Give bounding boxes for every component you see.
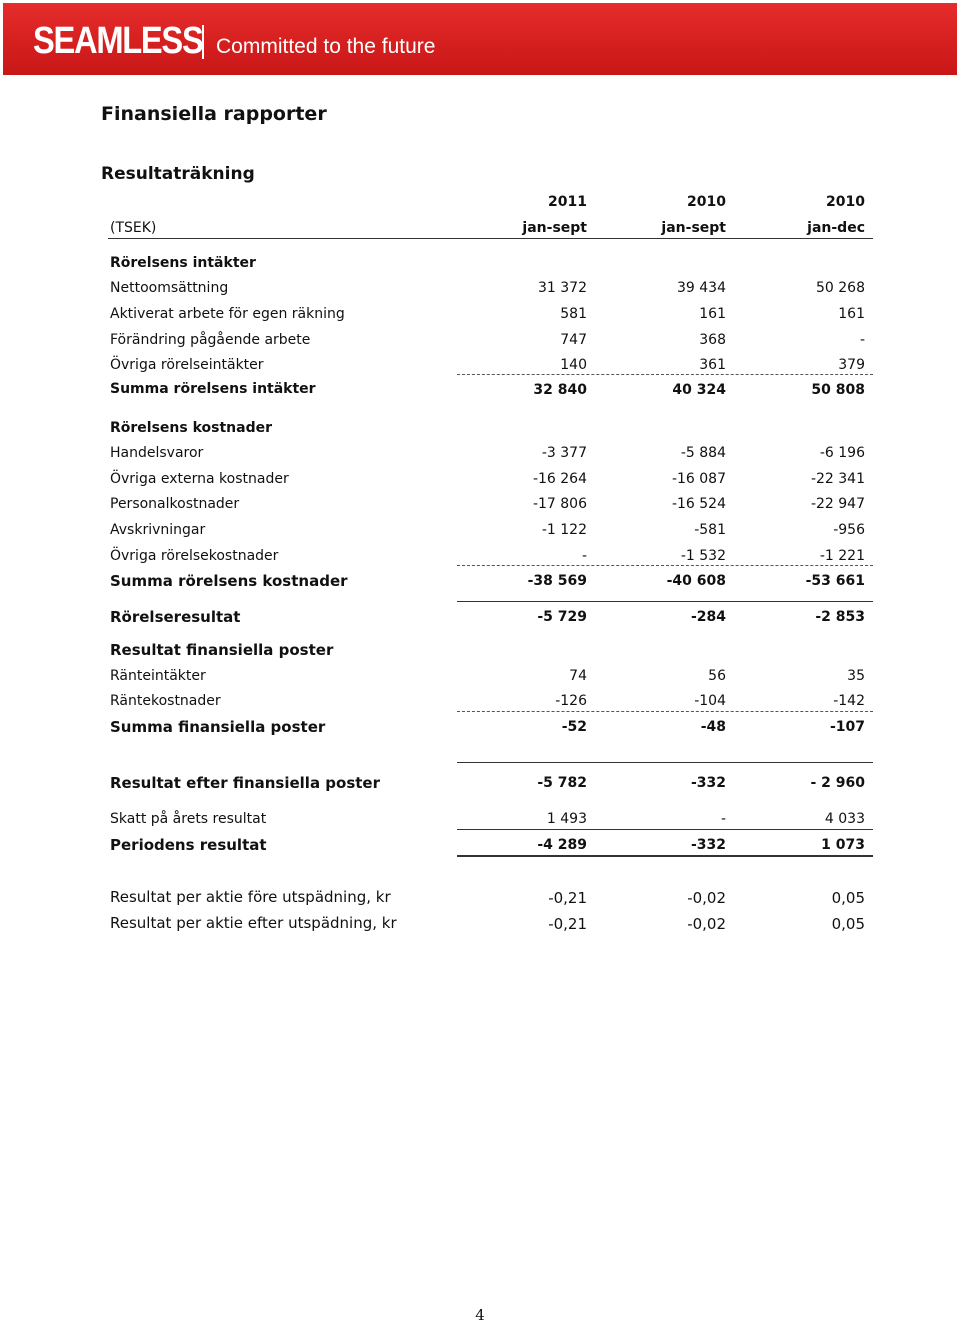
cell-value: -17 806 [532, 496, 587, 512]
row-label: Rörelseresultat [110, 608, 241, 626]
cell-value: 39 434 [677, 280, 726, 296]
cell-value: -22 947 [810, 496, 865, 512]
cell-value: -48 [700, 719, 726, 735]
cell-value: 161 [838, 306, 865, 322]
cell-value: 361 [699, 357, 726, 373]
cell-value: -2 853 [815, 609, 865, 625]
cell-value: 1 493 [546, 811, 587, 827]
cell-value: 4 033 [824, 811, 865, 827]
cell-value: -40 608 [666, 573, 726, 589]
row-label: Övriga rörelsekostnader [110, 548, 279, 564]
page-number: 4 [475, 1306, 485, 1324]
section-title: Resultaträkning [101, 164, 255, 184]
cell-value: -6 196 [819, 445, 865, 461]
total-rule [457, 829, 873, 830]
cell-value: -38 569 [527, 573, 587, 589]
brand-logo: SEAMLESS [33, 20, 203, 62]
cell-value: 50 268 [816, 280, 865, 296]
column-period-3: jan-dec [807, 220, 865, 236]
cell-value: 0,05 [831, 915, 865, 933]
cell-value: -53 661 [805, 573, 865, 589]
cell-value: -1 122 [541, 522, 587, 538]
row-label: Summa rörelsens intäkter [110, 381, 316, 397]
cell-value: 50 808 [811, 382, 865, 398]
cell-value: -5 729 [537, 609, 587, 625]
column-year-1: 2011 [548, 194, 587, 210]
cell-value: 161 [699, 306, 726, 322]
row-label: Resultat efter finansiella poster [110, 774, 380, 792]
cell-value: 140 [560, 357, 587, 373]
row-label: Avskrivningar [110, 522, 206, 538]
row-label: Personalkostnader [110, 496, 240, 512]
cell-value: - [720, 811, 726, 827]
total-rule [457, 601, 873, 602]
cell-value: -16 524 [671, 496, 726, 512]
cell-value: -1 221 [819, 548, 865, 564]
total-rule [457, 762, 873, 763]
cell-value: -107 [829, 719, 865, 735]
subtotal-rule [457, 711, 873, 712]
cell-value: 379 [838, 357, 865, 373]
column-period-2: jan-sept [661, 220, 726, 236]
cell-value: -142 [833, 693, 865, 709]
section-heading-financial: Resultat finansiella poster [110, 641, 334, 659]
cell-value: 32 840 [533, 382, 587, 398]
row-label: Förändring pågående arbete [110, 332, 311, 348]
cell-value: -52 [561, 719, 587, 735]
cell-value: -0,02 [687, 889, 726, 907]
cell-value: -3 377 [541, 445, 587, 461]
row-label: Resultat per aktie före utspädning, kr [110, 888, 391, 906]
cell-value: 35 [847, 668, 865, 684]
cell-value: -0,21 [548, 915, 587, 933]
cell-value: -5 884 [680, 445, 726, 461]
row-label: Resultat per aktie efter utspädning, kr [110, 914, 397, 932]
cell-value: 747 [560, 332, 587, 348]
header-underline [108, 238, 873, 239]
subtotal-rule [457, 565, 873, 566]
cell-value: -0,21 [548, 889, 587, 907]
cell-value: -5 782 [537, 775, 587, 791]
cell-value: -104 [694, 693, 726, 709]
row-label: Övriga externa kostnader [110, 471, 289, 487]
cell-value: 56 [708, 668, 726, 684]
row-label: Summa rörelsens kostnader [110, 572, 348, 590]
row-label: Ränteintäkter [110, 668, 206, 684]
cell-value: 31 372 [538, 280, 587, 296]
row-label: Räntekostnader [110, 693, 221, 709]
cell-value: -332 [690, 775, 726, 791]
section-heading-costs: Rörelsens kostnader [110, 420, 273, 436]
column-period-1: jan-sept [522, 220, 587, 236]
subtotal-rule [457, 374, 873, 375]
row-label: Summa finansiella poster [110, 718, 326, 736]
cell-value: 368 [699, 332, 726, 348]
row-label: Nettoomsättning [110, 280, 229, 296]
cell-value: 1 073 [821, 837, 865, 853]
page-title: Finansiella rapporter [101, 103, 327, 125]
cell-value: 581 [560, 306, 587, 322]
column-year-3: 2010 [826, 194, 865, 210]
cell-value: -16 264 [532, 471, 587, 487]
double-total-rule [457, 855, 873, 857]
cell-value: -4 289 [537, 837, 587, 853]
cell-value: -956 [833, 522, 865, 538]
cell-value: -16 087 [671, 471, 726, 487]
cell-value: -1 532 [680, 548, 726, 564]
row-label: Aktiverat arbete för egen räkning [110, 306, 345, 322]
cell-value: 40 324 [672, 382, 726, 398]
cell-value: -22 341 [810, 471, 865, 487]
row-label: Skatt på årets resultat [110, 811, 267, 827]
cell-value: - 2 960 [810, 775, 865, 791]
column-year-2: 2010 [687, 194, 726, 210]
cell-value: -0,02 [687, 915, 726, 933]
cell-value: -126 [555, 693, 587, 709]
cell-value: - [859, 332, 865, 348]
unit-label: (TSEK) [110, 220, 157, 236]
cell-value: - [581, 548, 587, 564]
cell-value: 0,05 [831, 889, 865, 907]
section-heading-revenue: Rörelsens intäkter [110, 255, 256, 271]
row-label: Övriga rörelseintäkter [110, 357, 264, 373]
row-label: Periodens resultat [110, 836, 267, 854]
cell-value: -581 [694, 522, 726, 538]
cell-value: -284 [690, 609, 726, 625]
cell-value: -332 [690, 837, 726, 853]
row-label: Handelsvaror [110, 445, 204, 461]
header-tagline: Committed to the future [216, 35, 436, 58]
cell-value: 74 [569, 668, 587, 684]
